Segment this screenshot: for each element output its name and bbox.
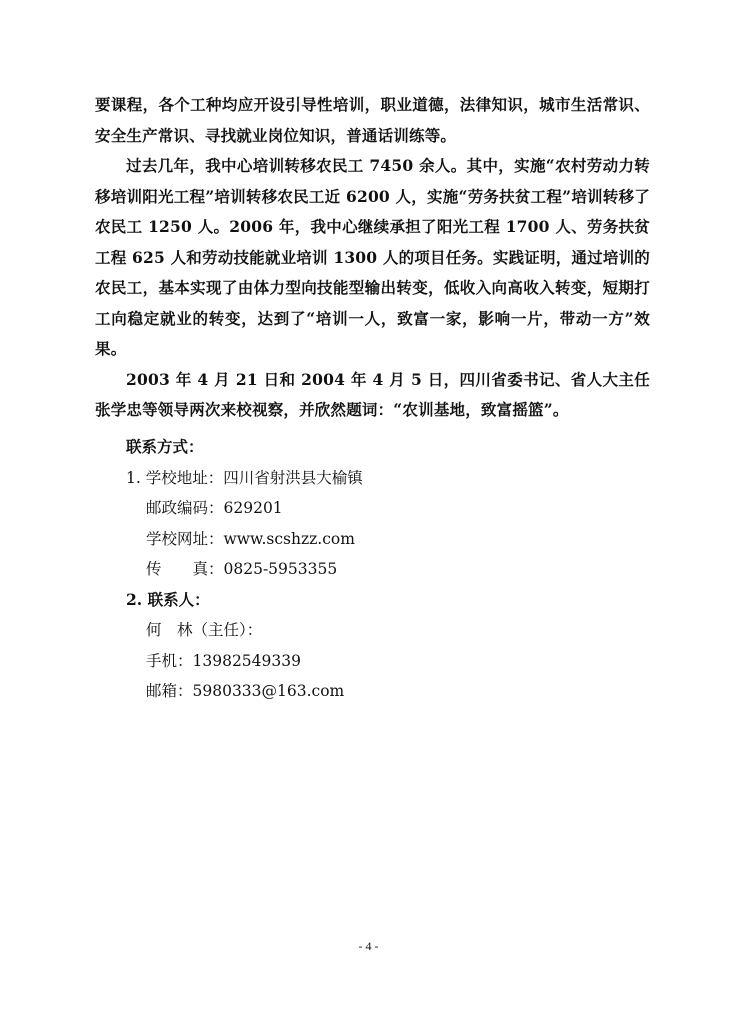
- email-address: 邮箱：5980333@163.com: [146, 682, 345, 700]
- body-text: [95, 90, 650, 426]
- contact-person: 何 林（主任）：: [146, 621, 263, 639]
- paragraph-leader-visit: 2003 年 4 月 21 日和 2004 年 4 月 5 日，四川省委书记、省人大主任张学忠等领导两次来校视察，并欣然题词：“农训基地，致富摇篮”。: [95, 369, 650, 419]
- paragraph-course-content: 要课程，各个工种均应开设引导性培训，职业道德，法律知识，城市生活常识、安全生产常识、寻找就业岗位知识，普通话训练等。: [95, 95, 650, 145]
- contact-person-heading: 2. 联系人：: [126, 589, 210, 609]
- postal-code: 邮政编码：629201: [146, 499, 283, 517]
- page-number: - 4 -: [358, 939, 379, 953]
- school-website: 学校网址：www.scshzz.com: [146, 529, 355, 548]
- mobile-number: 手机：13982549339: [146, 651, 301, 670]
- fax-number: 传 真：0825-5953355: [146, 560, 338, 578]
- school-address: 1. 学校地址：四川省射洪县大榆镇: [126, 468, 363, 487]
- paragraph-training-results: 过去几年，我中心培训转移农民工 7450 余人。其中，实施“农村劳动力转移培训阳光工程”培训转移农民工近 6200 人，实施“劳务扶贫工程”培训转移了农民工 1250 人。2006 年，我中心继续承担了阳光工程 1700 人、劳务扶贫工程 625 人和劳动技能就业培训 1300 人的项目任务。实践证明，通过培训的农民工，基本实现了由体力型向技能型输出转变，低收入向高收入转变，短期打工向稳定就业的转变，达到了“培训一人，致富一家，影响一片，带动一方”效果。: [95, 156, 650, 358]
- contact-section: [126, 432, 586, 707]
- contact-heading: 联系方式：: [126, 437, 204, 456]
